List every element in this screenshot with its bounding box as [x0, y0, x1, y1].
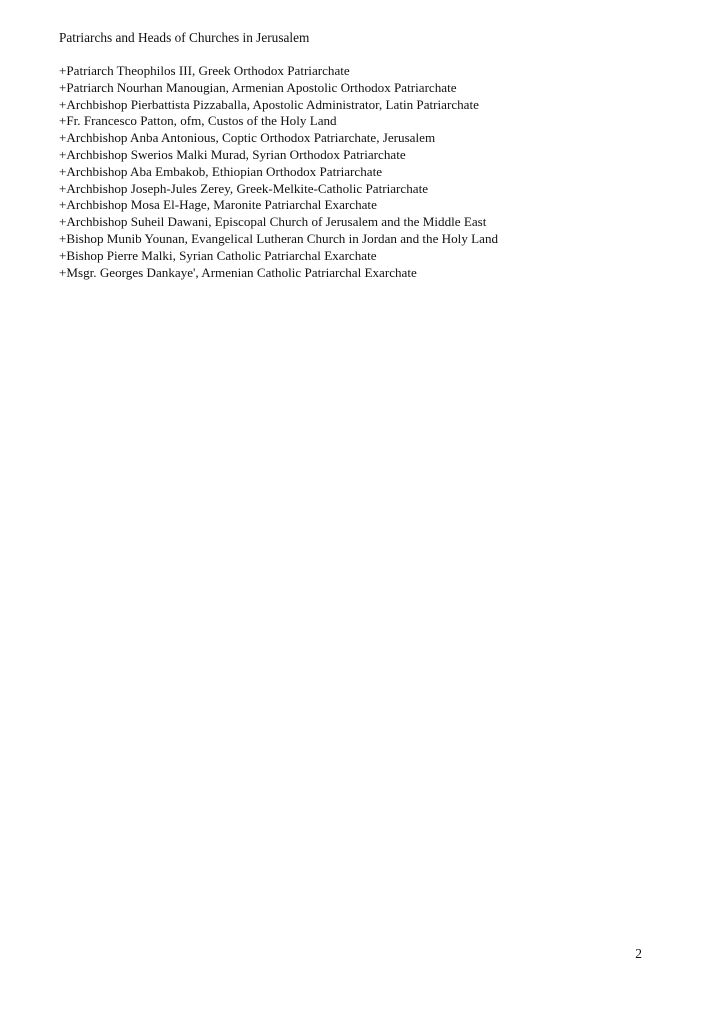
list-item-archbishop-el-hage: +Archbishop Mosa El-Hage, Maronite Patriarchal Exarchate: [59, 197, 377, 213]
list-item-archbishop-murad: +Archbishop Swerios Malki Murad, Syrian Orthodox Patriarchate: [59, 146, 406, 162]
list-item-archbishop-pizzaballa: +Archbishop Pierbattista Pizzaballa, Apostolic Administrator, Latin Patriarchate: [59, 96, 479, 112]
list-item-archbishop-dawani: +Archbishop Suheil Dawani, Episcopal Church of Jerusalem and the Middle East: [59, 214, 487, 230]
church-leaders-list: [59, 63, 498, 281]
list-item-patriarch-theophilos: +Patriarch Theophilos III, Greek Orthodox Patriarchate: [59, 63, 350, 78]
list-item-bishop-younan: +Bishop Munib Younan, Evangelical Lutheran Church in Jordan and the Holy Land: [59, 230, 499, 246]
list-item-bishop-malki: +Bishop Pierre Malki, Syrian Catholic Patriarchal Exarchate: [59, 247, 377, 263]
list-item-archbishop-antonious: +Archbishop Anba Antonious, Coptic Orthodox Patriarchate, Jerusalem: [59, 130, 436, 146]
list-item-archbishop-embakob: +Archbishop Aba Embakob, Ethiopian Orthodox Patriarchate: [59, 163, 383, 179]
document-title: Patriarchs and Heads of Churches in Jerusalem: [59, 30, 310, 45]
list-item-msgr-dankaye: +Msgr. Georges Dankaye', Armenian Catholic Patriarchal Exarchate: [59, 264, 417, 280]
list-item-fr-patton: +Fr. Francesco Patton, ofm, Custos of the Holy Land: [59, 113, 337, 129]
page-number: 2: [635, 946, 642, 961]
list-item-patriarch-manougian: +Patriarch Nourhan Manougian, Armenian Apostolic Orthodox Patriarchate: [59, 79, 457, 95]
list-item-archbishop-zerey: +Archbishop Joseph-Jules Zerey, Greek-Melkite-Catholic Patriarchate: [59, 180, 429, 196]
